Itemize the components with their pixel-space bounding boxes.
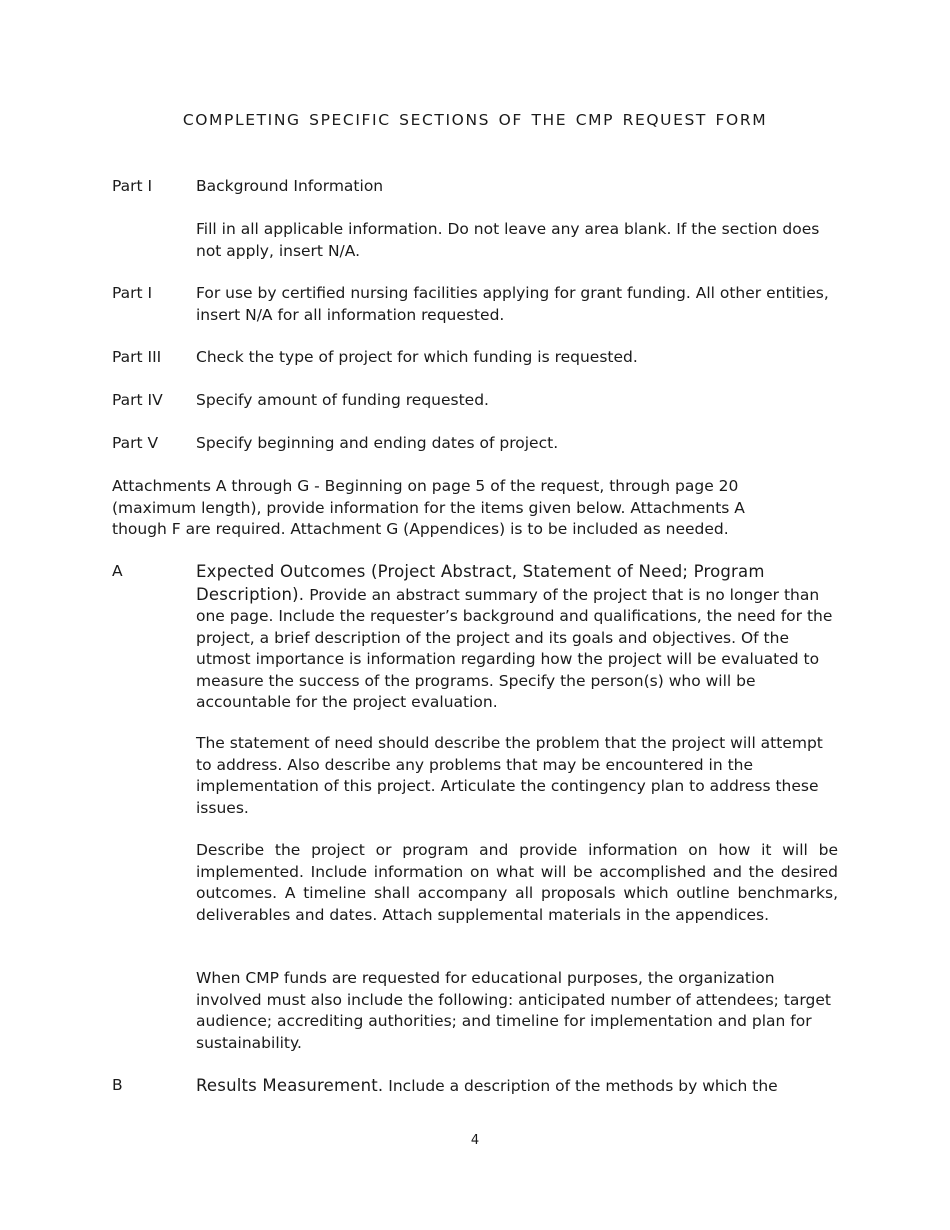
- section-label: B: [112, 1076, 123, 1094]
- part-label: Part IV: [112, 391, 163, 409]
- part-label: Part III: [112, 348, 162, 366]
- attachments-intro: Attachments A through G - Beginning on page 5 of the request, through page 20 (maximum length), provide information for the items given below. Attachments A though F are required. Attachment G (Appendices) is to be included as needed.: [112, 477, 745, 538]
- part-text: Specify beginning and ending dates of project.: [196, 434, 559, 452]
- part-text: Fill in all applicable information. Do not leave any area blank. If the section does not apply, insert N/A.: [196, 220, 820, 260]
- section-heading: Expected Outcomes (Project Abstract, Statement of Need; Program Description).: [196, 562, 765, 604]
- part-label: Part I: [112, 284, 153, 302]
- part-label: Part I: [112, 177, 153, 195]
- page-number: 4: [470, 1133, 480, 1148]
- part-text: For use by certified nursing facilities applying for grant funding. All other entities, insert N/A for all information requested.: [196, 284, 829, 324]
- section-a-para1: [196, 561, 838, 714]
- page-title: COMPLETING SPECIFIC SECTIONS OF THE CMP REQUEST FORM: [182, 111, 768, 129]
- part-label: Part V: [112, 434, 159, 452]
- section-text: Provide an abstract summary of the project that is no longer than one page. Include the requester’s background and qualifications, the need for the project, a brief description of the project and its goals and objectives. Of the utmost importance is information regarding how the project will be evaluated to measure the success of the programs. Specify the person(s) who will be accountable for the project evaluation.: [196, 585, 833, 711]
- section-a-para2: The statement of need should describe the problem that the project will attempt to address. Also describe any problems that may be encountered in the implementation of this project. Articulate the contingency plan to address these issues.: [196, 734, 823, 817]
- section-label: A: [112, 562, 123, 580]
- section-a-para4: When CMP funds are requested for educational purposes, the organization involved must also include the following: anticipated number of attendees; target audience; accrediting authorities; and timeline for implementation and plan for sustainability.: [196, 969, 831, 1052]
- part-heading: Background Information: [196, 177, 384, 195]
- part-text: Check the type of project for which funding is requested.: [196, 348, 638, 366]
- section-a-para3: Describe the project or program and provide information on how it will be implemented. Include information on what will be accomplished and the desired outcomes. A timeline shall accompany all proposals which outline benchmarks, deliverables and dates. Attach supplemental materials in the appendices.: [196, 841, 838, 924]
- section-heading: Results Measurement.: [196, 1076, 384, 1095]
- section-text: Include a description of the methods by which the: [383, 1077, 778, 1095]
- section-b-text: [196, 1075, 838, 1098]
- part-text: Specify amount of funding requested.: [196, 391, 489, 409]
